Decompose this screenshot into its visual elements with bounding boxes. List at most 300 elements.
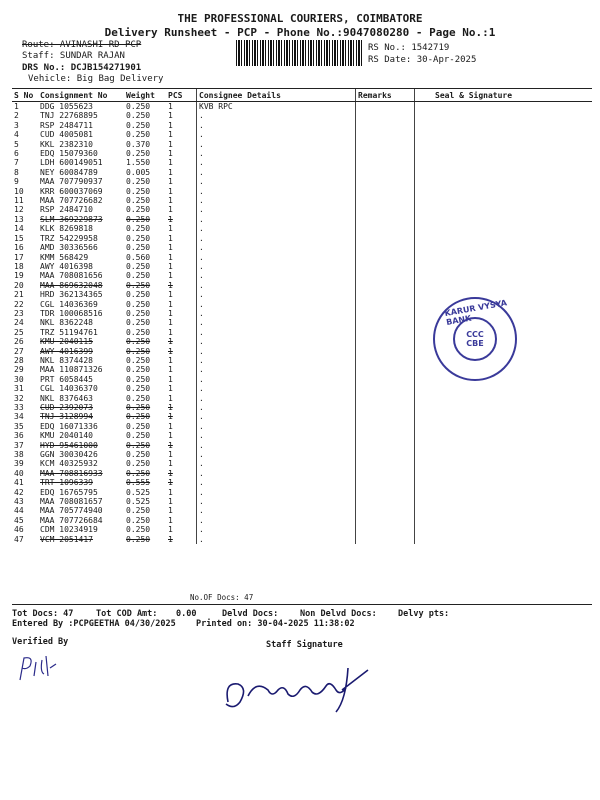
cell-consignee: . — [197, 412, 356, 421]
cell-weight: 0.250 — [126, 186, 151, 196]
cell-consignment: CDM 10234919 — [40, 525, 98, 535]
cell-consignment: NKL 8376463 — [40, 393, 93, 403]
cell-remarks — [356, 300, 415, 309]
cell-consignee: . — [197, 234, 356, 243]
verifier-signature — [14, 650, 64, 686]
cell-pcs: 1 — [168, 327, 173, 337]
table-row — [12, 243, 592, 252]
cell-pcs: 1 — [168, 534, 173, 544]
table-row — [12, 253, 592, 262]
cell-consignee: . — [197, 328, 356, 337]
cell-consignee: . — [197, 478, 356, 487]
cell-consignee: . — [197, 347, 356, 356]
cell-pcs: 1 — [168, 196, 173, 206]
cell-consignee: . — [197, 337, 356, 346]
cell-consignment: AMD 30336566 — [40, 243, 98, 253]
cell-consignment: MAA 707726684 — [40, 515, 103, 525]
cell-weight: 0.250 — [126, 299, 151, 309]
cell-remarks — [356, 318, 415, 327]
cell-pcs: 1 — [168, 120, 173, 130]
cell-consignee: . — [197, 215, 356, 224]
cell-pcs: 1 — [168, 355, 173, 365]
cell-weight: 0.250 — [126, 290, 151, 300]
cell-weight: 0.250 — [126, 468, 151, 478]
cell-pcs: 1 — [168, 243, 173, 253]
cell-consignment: KLK 8269818 — [40, 224, 93, 234]
cell-sno: 2 — [14, 111, 19, 121]
cell-pcs: 1 — [168, 186, 173, 196]
table-row — [12, 177, 592, 186]
table-row — [12, 459, 592, 468]
cell-consignment: AWY 4016398 — [40, 261, 93, 271]
cell-sno: 23 — [14, 308, 24, 318]
table-row — [12, 431, 592, 440]
cell-seal — [415, 224, 593, 233]
cell-sno: 4 — [14, 130, 19, 140]
cell-seal — [415, 394, 593, 403]
cell-pcs: 1 — [168, 167, 173, 177]
cell-pcs: 1 — [168, 459, 173, 469]
cell-remarks — [356, 271, 415, 280]
cell-sno: 21 — [14, 290, 24, 300]
cell-seal — [415, 196, 593, 205]
cell-sno: 38 — [14, 450, 24, 460]
cell-seal — [415, 450, 593, 459]
cell-pcs: 1 — [168, 252, 173, 262]
cell-remarks — [356, 262, 415, 271]
table-row — [12, 224, 592, 233]
cell-consignee: . — [197, 130, 356, 139]
cell-remarks — [356, 196, 415, 205]
cell-remarks — [356, 309, 415, 318]
cell-consignee: . — [197, 158, 356, 167]
cell-consignee: . — [197, 394, 356, 403]
cell-consignee: . — [197, 431, 356, 440]
cell-consignee: . — [197, 506, 356, 515]
cell-seal — [415, 102, 593, 112]
col-consignee: Consignee Details — [197, 89, 356, 102]
cell-pcs: 1 — [168, 111, 173, 121]
drs-line: DRS No.: DCJB154271901 — [22, 63, 142, 73]
cell-pcs: 1 — [168, 102, 173, 111]
cell-remarks — [356, 450, 415, 459]
cell-remarks — [356, 478, 415, 487]
cell-pcs: 1 — [168, 261, 173, 271]
cell-consignee: . — [197, 318, 356, 327]
cell-remarks — [356, 459, 415, 468]
cell-consignment: KRR 600037069 — [40, 186, 103, 196]
cell-weight: 0.250 — [126, 506, 151, 516]
table-row — [12, 506, 592, 515]
cell-remarks — [356, 469, 415, 478]
cell-consignment: EDQ 16765795 — [40, 487, 98, 497]
cell-sno: 17 — [14, 252, 24, 262]
cell-seal — [415, 431, 593, 440]
cell-sno: 40 — [14, 468, 24, 478]
cell-seal — [415, 140, 593, 149]
cell-remarks — [356, 158, 415, 167]
cell-consignee: . — [197, 384, 356, 393]
cell-consignee: . — [197, 205, 356, 214]
cell-remarks — [356, 412, 415, 421]
table-row — [12, 168, 592, 177]
cell-sno: 35 — [14, 421, 24, 431]
cell-remarks — [356, 243, 415, 252]
cell-weight: 0.250 — [126, 440, 151, 450]
cell-pcs: 1 — [168, 290, 173, 300]
cell-consignment: KMU 2040140 — [40, 431, 93, 441]
cell-pcs: 1 — [168, 515, 173, 525]
cell-consignee: . — [197, 196, 356, 205]
cell-consignment: TRT 1096339 — [40, 478, 93, 488]
cell-remarks — [356, 149, 415, 158]
cell-weight: 0.370 — [126, 139, 151, 149]
cell-weight: 0.250 — [126, 421, 151, 431]
printed-on: Printed on: 30-04-2025 11:38:02 — [196, 619, 355, 629]
cell-weight: 0.250 — [126, 214, 151, 224]
cell-weight: 0.250 — [126, 205, 151, 215]
cell-weight: 0.250 — [126, 318, 151, 328]
cell-weight: 0.250 — [126, 337, 151, 347]
stamp-inner-line1: CCC — [466, 330, 484, 339]
cell-pcs: 1 — [168, 214, 173, 224]
cell-consignment: AWY 4016399 — [40, 346, 93, 356]
cell-consignment: DDG 1055623 — [40, 102, 93, 111]
docs-count-note: No.OF Docs: 47 — [190, 593, 254, 602]
cell-weight: 0.250 — [126, 346, 151, 356]
cell-weight: 0.250 — [126, 393, 151, 403]
table-row — [12, 187, 592, 196]
stamp-inner — [453, 317, 497, 361]
route-line: Route: AVINASHI RD PCP — [22, 40, 142, 50]
cell-sno: 41 — [14, 478, 24, 488]
cell-consignment: HYD 95461000 — [40, 440, 98, 450]
cell-sno: 37 — [14, 440, 24, 450]
cell-consignee: . — [197, 375, 356, 384]
table-row — [12, 111, 592, 120]
cell-pcs: 1 — [168, 497, 173, 507]
cell-consignment: EDQ 16071336 — [40, 421, 98, 431]
barcode-image — [236, 40, 362, 66]
table-row — [12, 441, 592, 450]
cell-weight: 0.250 — [126, 431, 151, 441]
cell-consignment: CUD 2392073 — [40, 403, 93, 412]
cell-pcs: 1 — [168, 308, 173, 318]
cell-seal — [415, 158, 593, 167]
cell-sno: 28 — [14, 355, 24, 365]
cell-weight: 0.250 — [126, 327, 151, 337]
cell-consignment: KKL 2382310 — [40, 139, 93, 149]
cell-pcs: 1 — [168, 393, 173, 403]
cell-seal — [415, 497, 593, 506]
table-row — [12, 140, 592, 149]
cell-pcs: 1 — [168, 337, 173, 347]
cell-sno: 18 — [14, 261, 24, 271]
cell-consignment: NKL 8374428 — [40, 355, 93, 365]
staff-signature-label: Staff Signature — [266, 640, 343, 650]
cell-seal — [415, 469, 593, 478]
cell-sno: 26 — [14, 337, 24, 347]
cell-remarks — [356, 535, 415, 544]
cell-seal — [415, 262, 593, 271]
cell-seal — [415, 253, 593, 262]
cell-remarks — [356, 375, 415, 384]
cell-seal — [415, 488, 593, 497]
table-row — [12, 384, 592, 393]
vehicle-line: Vehicle: Big Bag Delivery — [28, 74, 164, 84]
cell-consignment: SLM 369229873 — [40, 214, 103, 224]
cell-consignee: . — [197, 300, 356, 309]
cell-consignee: . — [197, 403, 356, 412]
cell-sno: 20 — [14, 280, 24, 290]
cell-consignee: . — [197, 168, 356, 177]
cell-sno: 1 — [14, 102, 19, 111]
cell-seal — [415, 149, 593, 158]
cell-sno: 44 — [14, 506, 24, 516]
cell-consignee: . — [197, 450, 356, 459]
table-row — [12, 394, 592, 403]
table-row — [12, 158, 592, 167]
cell-consignee: . — [197, 140, 356, 149]
cell-pcs: 1 — [168, 412, 173, 422]
cell-consignment: MAA 708081656 — [40, 271, 103, 281]
cell-consignee: . — [197, 290, 356, 299]
cell-pcs: 1 — [168, 177, 173, 187]
cell-consignee: . — [197, 224, 356, 233]
table-row — [12, 422, 592, 431]
table-row — [12, 535, 592, 544]
cell-seal — [415, 403, 593, 412]
cell-consignment: TNJ 3128994 — [40, 412, 93, 422]
cell-weight: 0.250 — [126, 308, 151, 318]
cell-weight: 0.250 — [126, 111, 151, 121]
cell-seal — [415, 441, 593, 450]
cell-remarks — [356, 403, 415, 412]
cell-consignment: CGL 14036370 — [40, 384, 98, 394]
table-row — [12, 130, 592, 139]
cell-sno: 24 — [14, 318, 24, 328]
cell-weight: 0.250 — [126, 525, 151, 535]
cell-remarks — [356, 347, 415, 356]
col-weight: Weight — [124, 89, 166, 102]
cell-seal — [415, 234, 593, 243]
cell-weight: 0.005 — [126, 167, 151, 177]
cell-sno: 43 — [14, 497, 24, 507]
cell-sno: 30 — [14, 374, 24, 384]
table-row — [12, 149, 592, 158]
cell-remarks — [356, 525, 415, 534]
col-seal: Seal & Signature — [415, 89, 593, 102]
cell-pcs: 1 — [168, 487, 173, 497]
cell-consignee: . — [197, 111, 356, 120]
cell-weight: 0.250 — [126, 271, 151, 281]
cell-pcs: 1 — [168, 205, 173, 215]
cell-pcs: 1 — [168, 271, 173, 281]
cell-consignment: TDR 100068516 — [40, 308, 103, 318]
cell-consignee: . — [197, 422, 356, 431]
cell-pcs: 1 — [168, 478, 173, 488]
table-row — [12, 205, 592, 214]
cell-weight: 0.250 — [126, 149, 151, 159]
cell-remarks — [356, 328, 415, 337]
cell-seal — [415, 478, 593, 487]
cell-remarks — [356, 234, 415, 243]
cell-sno: 15 — [14, 233, 24, 243]
table-row — [12, 478, 592, 487]
cell-seal — [415, 205, 593, 214]
cell-remarks — [356, 205, 415, 214]
delvy-pts: Delvy pts: — [398, 609, 450, 619]
cell-pcs: 1 — [168, 506, 173, 516]
cell-consignment: MAA 869632048 — [40, 280, 103, 290]
cell-pcs: 1 — [168, 299, 173, 309]
cell-remarks — [356, 290, 415, 299]
cell-consignee: . — [197, 271, 356, 280]
cell-sno: 29 — [14, 365, 24, 375]
cell-weight: 0.525 — [126, 487, 151, 497]
staff-signature — [218, 660, 398, 720]
cell-weight: 0.250 — [126, 224, 151, 234]
cell-sno: 13 — [14, 214, 24, 224]
cell-consignment: TRZ 51194761 — [40, 327, 98, 337]
cell-sno: 9 — [14, 177, 19, 187]
cell-seal — [415, 422, 593, 431]
tot-docs: Tot Docs: 47 — [12, 609, 74, 619]
cell-consignment: GGN 30030426 — [40, 450, 98, 460]
cell-consignment: VCM 2051417 — [40, 534, 93, 544]
cell-sno: 12 — [14, 205, 24, 215]
table-row — [12, 497, 592, 506]
cell-consignment: NKL 8362248 — [40, 318, 93, 328]
cell-remarks — [356, 140, 415, 149]
cell-pcs: 1 — [168, 139, 173, 149]
tot-cod-label: Tot COD Amt: — [96, 609, 158, 619]
tot-cod-value: 0.00 — [176, 609, 197, 619]
cell-consignee: . — [197, 121, 356, 130]
cell-weight: 0.250 — [126, 243, 151, 253]
cell-consignment: TRZ 54229958 — [40, 233, 98, 243]
col-pcs: PCS — [166, 89, 197, 102]
entered-by: Entered By :PCPGEETHA 04/30/2025 — [12, 619, 176, 629]
runsheet-title: Delivery Runsheet - PCP - Phone No.:9047080280 - Page No.:1 — [104, 26, 496, 39]
cell-sno: 6 — [14, 149, 19, 159]
cell-seal — [415, 412, 593, 421]
cell-weight: 0.250 — [126, 412, 151, 422]
cell-seal — [415, 215, 593, 224]
stamp-outer-text: KARUR VYSYA BANK — [443, 298, 508, 327]
rs-no: RS No.: 1542719 — [368, 43, 450, 53]
cell-remarks — [356, 365, 415, 374]
cell-remarks — [356, 431, 415, 440]
cell-weight: 0.250 — [126, 261, 151, 271]
cell-weight: 0.250 — [126, 130, 151, 140]
cell-sno: 14 — [14, 224, 24, 234]
cell-pcs: 1 — [168, 468, 173, 478]
cell-weight: 0.250 — [126, 365, 151, 375]
cell-remarks — [356, 422, 415, 431]
table-row — [12, 488, 592, 497]
cell-consignee: . — [197, 469, 356, 478]
cell-sno: 45 — [14, 515, 24, 525]
cell-sno: 22 — [14, 299, 24, 309]
cell-sno: 25 — [14, 327, 24, 337]
cell-pcs: 1 — [168, 280, 173, 290]
table-row — [12, 234, 592, 243]
cell-seal — [415, 271, 593, 280]
cell-consignment: KMM 568429 — [40, 252, 89, 262]
table-row — [12, 525, 592, 534]
cell-weight: 0.555 — [126, 478, 151, 488]
bank-stamp — [433, 297, 517, 381]
table-row — [12, 262, 592, 271]
cell-consignee: . — [197, 281, 356, 290]
cell-remarks — [356, 356, 415, 365]
cell-remarks — [356, 441, 415, 450]
cell-sno: 10 — [14, 186, 24, 196]
table-row — [12, 469, 592, 478]
cell-consignment: EDQ 15079360 — [40, 149, 98, 159]
cell-pcs: 1 — [168, 374, 173, 384]
table-row — [12, 375, 592, 384]
cell-pcs: 1 — [168, 525, 173, 535]
cell-consignment: MAA 707790937 — [40, 177, 103, 187]
cell-seal — [415, 168, 593, 177]
cell-seal — [415, 111, 593, 120]
cell-remarks — [356, 111, 415, 120]
stamp-inner-line2: CBE — [466, 339, 484, 348]
cell-weight: 0.525 — [126, 497, 151, 507]
cell-seal — [415, 459, 593, 468]
cell-sno: 46 — [14, 525, 24, 535]
cell-consignment: MAA 110871326 — [40, 365, 103, 375]
cell-sno: 31 — [14, 384, 24, 394]
cell-consignee: . — [197, 309, 356, 318]
cell-seal — [415, 177, 593, 186]
cell-weight: 0.250 — [126, 534, 151, 544]
cell-seal — [415, 516, 593, 525]
footer-divider — [12, 604, 592, 605]
cell-consignee: . — [197, 187, 356, 196]
cell-pcs: 1 — [168, 384, 173, 394]
cell-remarks — [356, 224, 415, 233]
cell-consignee: . — [197, 253, 356, 262]
cell-consignment: TNJ 22768895 — [40, 111, 98, 121]
cell-consignee: . — [197, 525, 356, 534]
cell-remarks — [356, 130, 415, 139]
table-row — [12, 412, 592, 421]
cell-seal — [415, 121, 593, 130]
cell-remarks — [356, 168, 415, 177]
cell-consignment: CUD 4005081 — [40, 130, 93, 140]
cell-sno: 27 — [14, 346, 24, 356]
cell-consignee: . — [197, 149, 356, 158]
cell-weight: 0.250 — [126, 280, 151, 290]
cell-consignment: MAA 708816933 — [40, 468, 103, 478]
cell-remarks — [356, 497, 415, 506]
cell-consignee: . — [197, 441, 356, 450]
delvd-docs: Delvd Docs: — [222, 609, 279, 619]
cell-sno: 19 — [14, 271, 24, 281]
cell-seal — [415, 384, 593, 393]
cell-pcs: 1 — [168, 431, 173, 441]
cell-weight: 0.250 — [126, 120, 151, 130]
table-row — [12, 450, 592, 459]
cell-remarks — [356, 281, 415, 290]
cell-seal — [415, 525, 593, 534]
cell-pcs: 1 — [168, 346, 173, 356]
cell-pcs: 1 — [168, 233, 173, 243]
cell-sno: 34 — [14, 412, 24, 422]
